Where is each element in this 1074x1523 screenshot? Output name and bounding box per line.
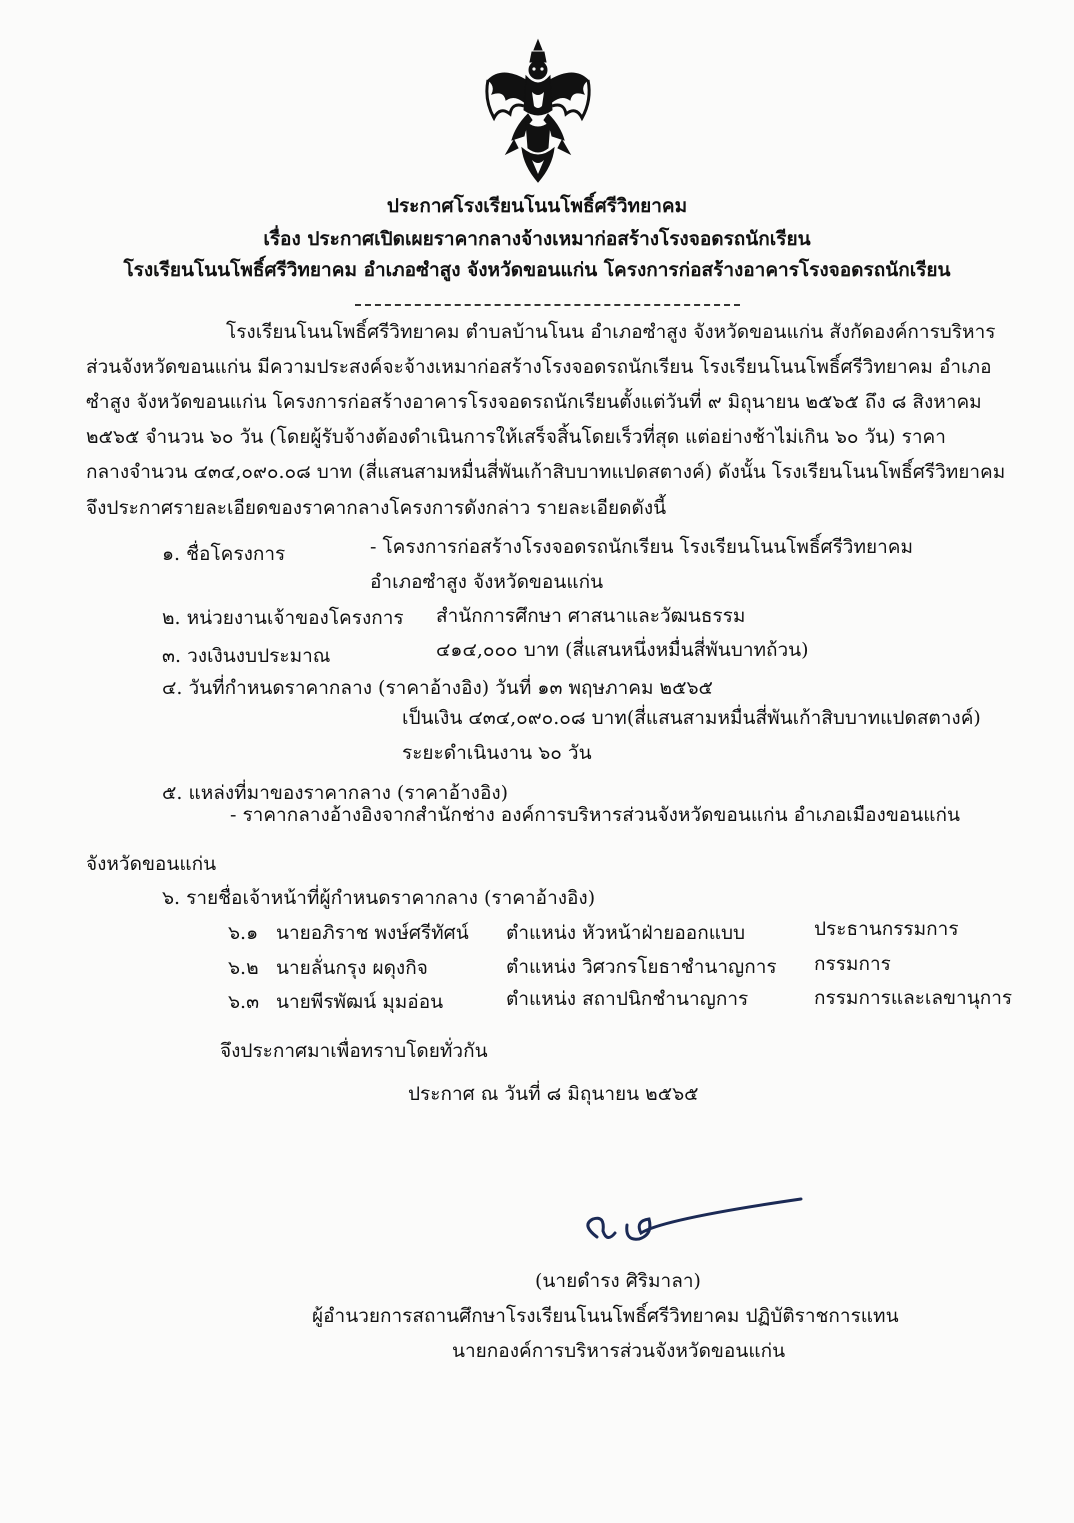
official-1-role: ประธานกรรมการ bbox=[814, 918, 959, 940]
item-4-value: เป็นเงิน ๔๓๔,๐๙๐.๐๘ บาท(สี่แสนสามหมื่นสี่พันเก้าสิบบาทแปดสตางค์) bbox=[402, 707, 981, 729]
official-2-name: นายลั่นกรุง ผดุงกิจ bbox=[276, 957, 428, 979]
item-1-value: - โครงการก่อสร้างโรงจอดรถนักเรียน โรงเรียนโนนโพธิ์ศรีวิทยาคม bbox=[370, 536, 914, 558]
header-divider bbox=[355, 304, 740, 306]
official-1-no: ๖.๑ bbox=[228, 922, 259, 944]
body-line-1: โรงเรียนโนนโพธิ์ศรีวิทยาคม ตำบลบ้านโนน อำเภอซำสูง จังหวัดขอนแก่น สังกัดองค์การบริหาร bbox=[226, 321, 996, 343]
garuda-emblem-icon bbox=[482, 36, 594, 186]
official-3-no: ๖.๓ bbox=[228, 991, 260, 1013]
official-1-name: นายอภิราช พงษ์ศรีทัศน์ bbox=[276, 922, 469, 944]
item-2-value: สำนักการศึกษา ศาสนาและวัฒนธรรม bbox=[436, 605, 746, 627]
announcement-subject: เรื่อง ประกาศเปิดเผยราคากลางจ้างเหมาก่อสร้างโรงจอดรถนักเรียน bbox=[263, 228, 811, 250]
body-line-5: กลางจำนวน ๔๓๔,๐๙๐.๐๘ บาท (สี่แสนสามหมื่นสี่พันเก้าสิบบาทแปดสตางค์) ดังนั้น โรงเรียนโนนโพธิ์ศรีวิทยาคม bbox=[86, 461, 1006, 483]
official-3-role: กรรมการและเลขานุการ bbox=[814, 987, 1013, 1009]
item-3-label: ๓. วงเงินงบประมาณ bbox=[162, 645, 331, 667]
official-2-no: ๖.๒ bbox=[228, 957, 259, 979]
official-3-name: นายพีรพัฒน์ มุมอ่อน bbox=[276, 991, 444, 1013]
announcement-title: ประกาศโรงเรียนโนนโพธิ์ศรีวิทยาคม bbox=[386, 195, 688, 217]
item-4-label: ๔. วันที่กำหนดราคากลาง (ราคาอ้างอิง) วันที่ ๑๓ พฤษภาคม ๒๕๖๕ bbox=[162, 677, 713, 699]
signatory-title-2: นายกองค์การบริหารส่วนจังหวัดขอนแก่น bbox=[452, 1340, 786, 1362]
signatory-title-1: ผู้อำนวยการสถานศึกษาโรงเรียนโนนโพธิ์ศรีวิทยาคม ปฏิบัติราชการแทน bbox=[312, 1305, 899, 1327]
body-line-2: ส่วนจังหวัดขอนแก่น มีความประสงค์จะจ้างเหมาก่อสร้างโรงจอดรถนักเรียน โรงเรียนโนนโพธิ์ศรีวิทยาคม อำเภอ bbox=[86, 356, 992, 378]
signatory-name: (นายดำรง ศิริมาลา) bbox=[535, 1270, 701, 1292]
body-line-3: ซำสูง จังหวัดขอนแก่น โครงการก่อสร้างอาคารโรงจอดรถนักเรียนตั้งแต่วันที่ ๙ มิถุนายน ๒๕๖๕ ถึง ๘ สิงหาคม bbox=[86, 391, 982, 413]
closing-announce: จึงประกาศมาเพื่อทราบโดยทั่วกัน bbox=[220, 1040, 488, 1062]
body-line-6: จึงประกาศรายละเอียดของราคากลางโครงการดังกล่าว รายละเอียดดังนี้ bbox=[86, 497, 667, 519]
official-2-role: กรรมการ bbox=[814, 953, 891, 975]
item-3-value: ๔๑๔,๐๐๐ บาท (สี่แสนหนึ่งหมื่นสี่พันบาทถ้วน) bbox=[436, 639, 809, 661]
item-5-label: ๕. แหล่งที่มาของราคากลาง (ราคาอ้างอิง) bbox=[162, 782, 509, 804]
signature-icon bbox=[575, 1185, 805, 1255]
item-2-label: ๒. หน่วยงานเจ้าของโครงการ bbox=[162, 607, 404, 629]
item-5-value-cont: จังหวัดขอนแก่น bbox=[86, 853, 217, 875]
item-5-value: - ราคากลางอ้างอิงจากสำนักช่าง องค์การบริหารส่วนจังหวัดขอนแก่น อำเภอเมืองขอนแก่น bbox=[230, 804, 960, 826]
item-1-label: ๑. ชื่อโครงการ bbox=[162, 543, 286, 565]
item-6-label: ๖. รายชื่อเจ้าหน้าที่ผู้กำหนดราคากลาง (ราคาอ้างอิง) bbox=[162, 887, 596, 909]
item-4-value-cont: ระยะดำเนินงาน ๖๐ วัน bbox=[402, 742, 592, 764]
official-2-position: ตำแหน่ง วิศวกรโยธาชำนาญการ bbox=[506, 956, 777, 978]
body-line-4: ๒๕๖๕ จำนวน ๖๐ วัน (โดยผู้รับจ้างต้องดำเนินการให้เสร็จสิ้นโดยเร็วที่สุด แต่อย่างช้าไม่เกิน ๖๐ วัน) ราคา bbox=[86, 426, 946, 448]
official-1-position: ตำแหน่ง หัวหน้าฝ่ายออกแบบ bbox=[506, 922, 746, 944]
item-1-value-cont: อำเภอซำสูง จังหวัดขอนแก่น bbox=[370, 571, 604, 593]
announcement-subtitle: โรงเรียนโนนโพธิ์ศรีวิทยาคม อำเภอซำสูง จังหวัดขอนแก่น โครงการก่อสร้างอาคารโรงจอดรถนักเรียน bbox=[123, 259, 951, 281]
official-3-position: ตำแหน่ง สถาปนิกชำนาญการ bbox=[506, 988, 749, 1010]
announcement-date: ประกาศ ณ วันที่ ๘ มิถุนายน ๒๕๖๕ bbox=[408, 1083, 699, 1105]
